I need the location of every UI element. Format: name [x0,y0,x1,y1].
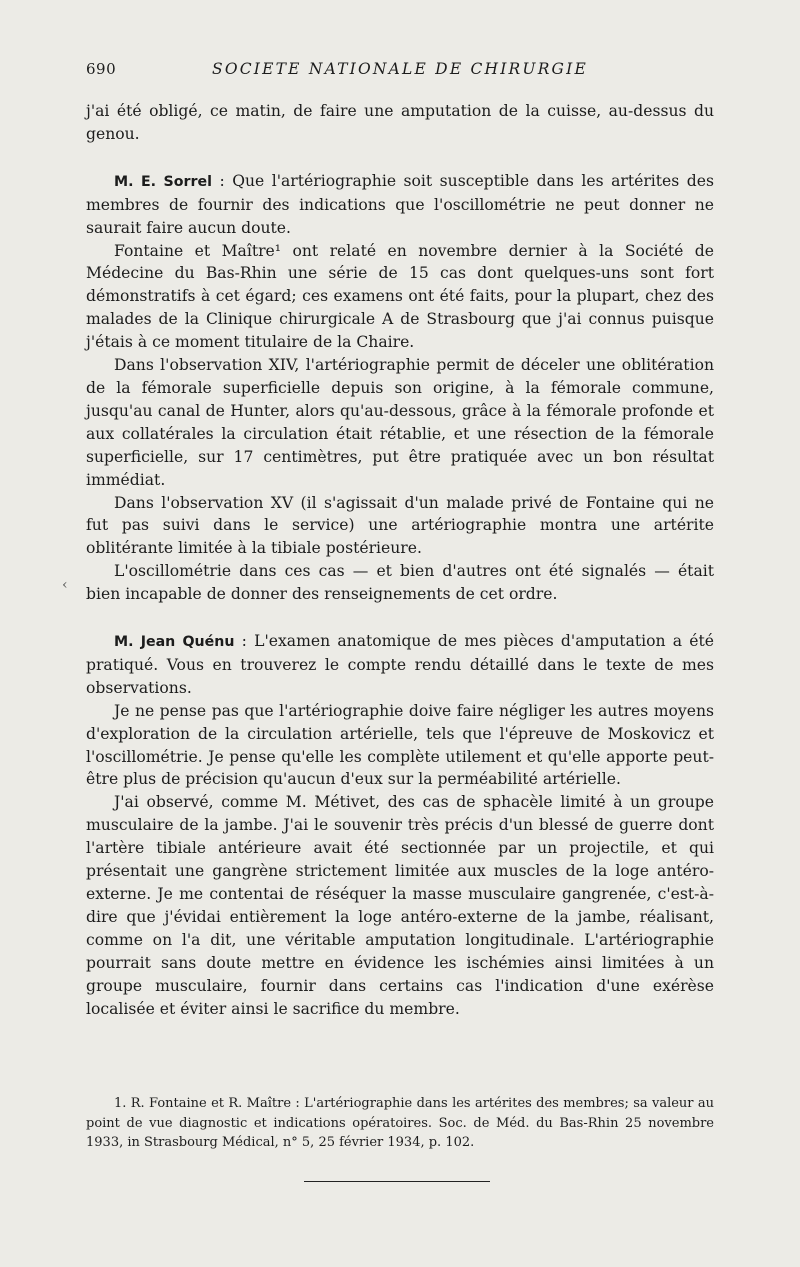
footnote-text: 1. R. Fontaine et R. Maître : L'artériographie dans les artérites des membres; sa valeur au point de vue diagnostic et indications opératoires. Soc. de Méd. du Bas-Rhin 25 novembre 1933, in Strasbourg Médical, n° 5, 25 février 1934, p. 102. [86,1096,714,1150]
page-number: 690 [86,60,117,78]
paragraph: M. E. Sorrel : Que l'artériographie soit susceptible dans les artérites des membres de fournir des indications que l'oscillométrie ne peut donner ne saurait faire aucun doute. [86,171,714,237]
paragraph: Dans l'observation XIV, l'artériographie permit de déceler une oblitération de la fémorale superficielle depuis son origine, à la fémorale commune, jusqu'au canal de Hunter, alors qu'au-dessous, grâce à la fémorale profonde et aux collatérales la circulation était rétablie, et une résection de la fémorale superficielle, sur 17 centimètres, put être pratiquée avec un bon résultat immédiat. [86,356,714,489]
page-header [86,60,714,84]
paragraph: Fontaine et Maître¹ ont relaté en novembre dernier à la Société de Médecine du Bas-Rhin une série de 15 cas dont quelques-uns sont fort démonstratifs à cet égard; ces examens ont été faits, pour la plupart, chez des malades de la Clinique chirurgicale A de Strasbourg que j'ai connus puisque j'étais à ce moment titulaire de la Chaire. [86,241,714,352]
paragraph: J'ai observé, comme M. Métivet, des cas de sphacèle limité à un groupe musculaire de la jambe. J'ai le souvenir très précis d'un blessé de guerre dont l'artère tibiale antérieure avait été sectionnée par un projectile, et qui présentait une gangrène strictement limitée aux muscles de la loge antéro-externe. Je me contentai de réséquer la masse musculaire gangrenée, c'est-à-dire que j'évidai entièrement la loge antéro-externe de la jambe, réalisant, comme on l'a dit, une véritable amputation longitudinale. L'artériographie pourrait sans doute mettre en évidence les ischémies ainsi limitées à un groupe musculaire, fournir dans certains cas l'indication d'une exérèse localisée et éviter ainsi le sacrifice du membre. [86,793,714,1018]
paragraph: Dans l'observation XV (il s'agissait d'un malade privé de Fontaine qui ne fut pas suivi dans le service) une artériographie montra une artérite oblitérante limitée à la tibiale postérieure. [86,493,714,558]
paragraph: L'oscillométrie dans ces cas — et bien d'autres ont été signalés — était bien incapable de donner des renseignements de cet ordre. [86,562,714,604]
footnote [86,1094,714,1153]
running-head: SOCIETE NATIONALE DE CHIRURGIE [212,60,588,78]
speaker-name: M. Jean Quénu [114,634,235,651]
end-rule [304,1181,490,1182]
body-text [86,100,714,1020]
margin-mark: ‹ [62,577,68,593]
paragraph: j'ai été obligé, ce matin, de faire une amputation de la cuisse, au-dessus du genou. [86,102,714,143]
speaker-name: M. E. Sorrel [114,173,212,190]
paragraph: M. Jean Quénu : L'examen anatomique de mes pièces d'amputation a été pratiqué. Vous en trouverez le compte rendu détaillé dans le texte de mes observations. [86,632,714,697]
paragraph: Je ne pense pas que l'artériographie doive faire négliger les autres moyens d'exploration de la circulation artérielle, tels que l'épreuve de Moskovicz et l'oscillométrie. Je pense qu'elle les complète utilement et qu'elle apporte peut-être plus de précision qu'aucun d'eux sur la perméabilité artérielle. [86,701,714,789]
